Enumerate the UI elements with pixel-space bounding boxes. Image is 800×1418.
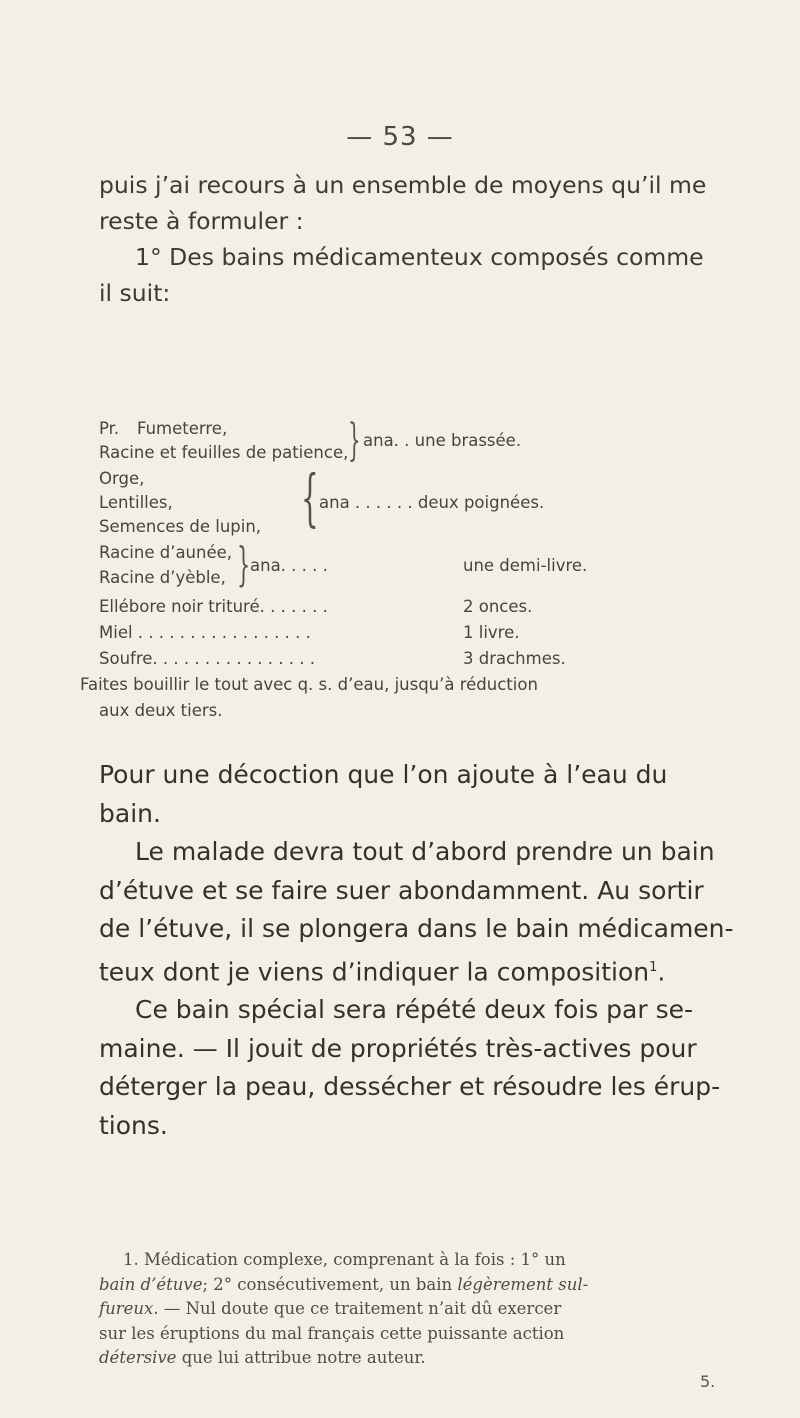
recipe-ingredient: Semences de lupin, [99,517,262,536]
footnote [99,1248,739,1371]
brace-icon: } [348,415,361,466]
footnote-line: sur les éruptions du mal français cette puissante action [99,1323,565,1343]
footnote-line [99,1297,739,1322]
footnote-italic: fureux [99,1299,154,1318]
footnote-line [99,1346,739,1371]
intro-line: reste à formuler : [99,207,304,235]
text-span: teux dont je viens d’indiquer la composition [99,956,650,986]
recipe-quantity: 2 onces. [463,597,533,616]
recipe-ana: ana . . . . . . deux poignées. [319,493,545,512]
footnote-marker: 1 [649,959,658,975]
footnote-italic: détersive [99,1348,177,1367]
text-line: d’étuve et se faire suer abondamment. Au sortir [99,875,704,905]
text-line: de l’étuve, il se plongera dans le bain médicamen- [99,914,734,943]
intro-line: puis j’ai recours à un ensemble de moyens qu’il me [99,171,707,199]
main-paragraph [99,756,734,1145]
footnote-span: ; 2° consécutivement, un bain [202,1274,453,1294]
footnote-italic: légèrement sul- [457,1274,589,1294]
recipe-ana: ana. . . . . [250,556,328,575]
recipe-instruction: aux deux tiers. [99,701,223,720]
recipe-quantity: 3 drachmes. [463,649,566,668]
text-span: . [657,956,666,986]
recipe-ingredient: Orge, [99,469,145,488]
recipe-quantity: une demi-livre. [463,556,588,575]
intro-line: il suit: [99,279,171,307]
recipe-ingredient: Miel . . . . . . . . . . . . . . . . . [99,623,311,642]
text-line: déterger la peau, dessécher et résoudre les érup- [99,1072,721,1102]
recipe-ingredient: Ellébore noir trituré. . . . . . . [99,597,328,616]
recipe-ingredient: Fumeterre, [137,419,228,438]
brace-icon: } [237,537,251,591]
recipe-ingredient: Soufre. . . . . . . . . . . . . . . . [99,649,315,668]
footnote-line: 1. Médication complexe, comprenant à la fois : 1° un [123,1250,566,1269]
footnote-span: . — Nul doute que ce traitement n’ait dû exercer [153,1299,562,1318]
signature-mark: 5. [700,1372,716,1391]
footnote-italic: bain d’étuve [99,1274,203,1294]
intro-paragraph [99,167,729,311]
brace-icon: { [301,461,319,534]
text-line: tions. [99,1110,168,1140]
recipe-ingredient: Racine d’aunée, [99,543,233,562]
text-line: Ce bain spécial sera répété deux fois par se- [135,995,694,1025]
recipe-ana: ana. . une brassée. [363,431,522,450]
page-number: — 53 — [346,122,454,152]
recipe-ingredient: Lentilles, [99,493,173,512]
footnote-span: que lui attribue notre auteur. [176,1348,426,1367]
intro-line: 1° Des bains médicamenteux composés comme [135,243,704,271]
text-line: Pour une décoction que l’on ajoute à l’eau du [99,760,668,789]
recipe-ingredient: Racine et feuilles de patience, [99,443,349,462]
text-line: bain. [99,798,161,828]
text-line [99,949,729,992]
footnote-line [99,1273,739,1298]
recipe-quantity: 1 livre. [463,623,520,642]
text-line: Le malade devra tout d’abord prendre un bain [135,837,715,866]
text-line: maine. — Il jouit de propriétés très-actives pour [99,1033,697,1063]
recipe-pr-label: Pr. [99,419,120,438]
recipe-instruction: Faites bouillir le tout avec q. s. d’eau, jusqu’à réduction [80,675,538,694]
recipe-ingredient: Racine d’yèble, [99,568,226,587]
